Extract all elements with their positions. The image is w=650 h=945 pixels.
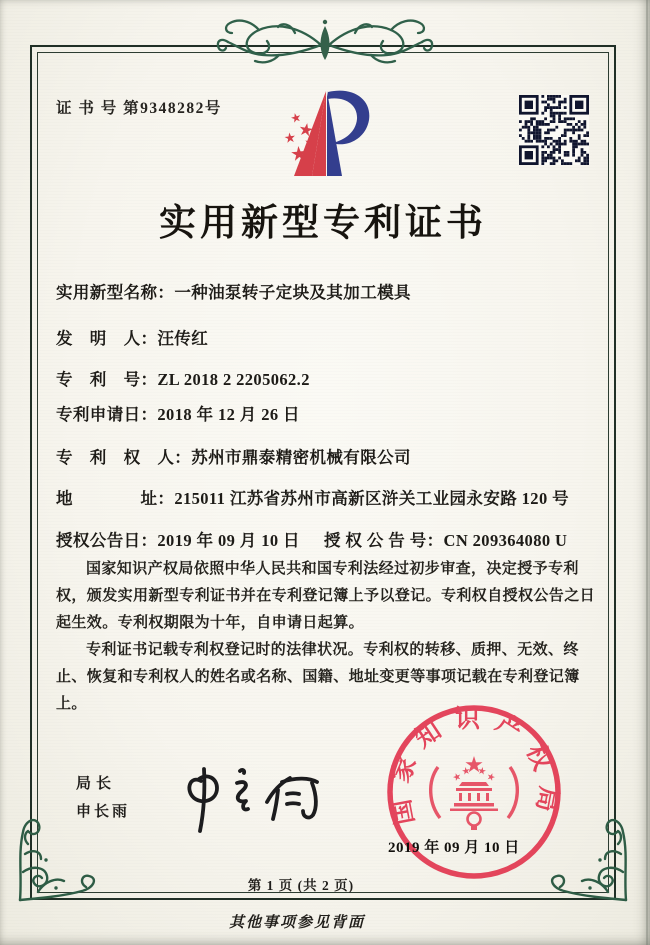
signature bbox=[170, 745, 360, 855]
field-label: 实用新型名称： bbox=[56, 283, 175, 302]
national-emblem bbox=[431, 756, 518, 830]
page-edge-shadow bbox=[646, 0, 648, 945]
legal-paragraph-2: 专利证书记载专利权登记时的法律状况。专利权的转移、质押、无效、终止、恢复和专利权人的姓名或名称、国籍、地址变更等事项记载在专利登记簿上。 bbox=[56, 642, 580, 712]
certificate-number: 证 书 号 第9348282号 bbox=[56, 100, 222, 117]
grant-number-label: 授 权 公 告 号： bbox=[324, 531, 444, 550]
officer-title: 局长 bbox=[76, 776, 117, 792]
back-note: 其他事项参见背面 bbox=[228, 915, 365, 931]
field-inventor bbox=[56, 325, 616, 349]
legal-paragraph-1: 国家知识产权局依照中华人民共和国专利法经过初步审查，决定授予专利权，颁发实用新型专利证书并在专利登记簿上予以登记。专利权自授权公告之日起生效。专利权期限为十年，自申请日起算。 bbox=[56, 561, 596, 631]
qr-code bbox=[519, 95, 589, 165]
field-address bbox=[56, 485, 616, 509]
grant-number-value: CN 209364080 U bbox=[443, 531, 568, 550]
field-label: 发 明 人： bbox=[56, 329, 158, 348]
certificate-title: 实用新型专利证书 bbox=[159, 203, 487, 244]
top-ornament-icon bbox=[214, 12, 436, 78]
field-value: 汪传红 bbox=[157, 329, 209, 348]
legal-text bbox=[56, 556, 605, 718]
field-value: 215011 江苏省苏州市高新区浒关工业园永安路 120 号 bbox=[174, 489, 570, 508]
field-filing-date bbox=[56, 401, 616, 425]
field-label: 专 利 号： bbox=[56, 370, 158, 389]
seal-agency-text: 国家知识产权局 bbox=[385, 706, 563, 827]
field-value: 2018 年 12 月 26 日 bbox=[157, 405, 300, 424]
field-patentee bbox=[56, 444, 616, 468]
field-value: ZL 2018 2 2205062.2 bbox=[157, 370, 310, 389]
grant-date-label: 授权公告日： bbox=[56, 531, 158, 550]
officer-name: 申长雨 bbox=[76, 804, 131, 820]
cnipa-logo-icon bbox=[282, 86, 382, 182]
grant-date-value: 2019 年 09 月 10 日 bbox=[157, 531, 300, 550]
grant-number-pair bbox=[324, 527, 567, 551]
page-number: 第 1 页 (共 2 页) bbox=[247, 878, 355, 893]
field-utility-model-name bbox=[56, 279, 616, 303]
field-value: 苏州市鼎泰精密机械有限公司 bbox=[191, 448, 411, 467]
field-grant-row bbox=[56, 527, 616, 551]
corner-flourish-icon bbox=[12, 810, 106, 906]
field-value: 一种油泵转子定块及其加工模具 bbox=[174, 283, 411, 302]
field-label: 专利申请日： bbox=[56, 405, 158, 424]
seal-date: 2019 年 09 月 10 日 bbox=[388, 840, 520, 856]
field-patent-number bbox=[56, 366, 616, 390]
field-label: 专 利 权 人： bbox=[56, 448, 192, 467]
field-label: 地 址： bbox=[56, 489, 175, 508]
